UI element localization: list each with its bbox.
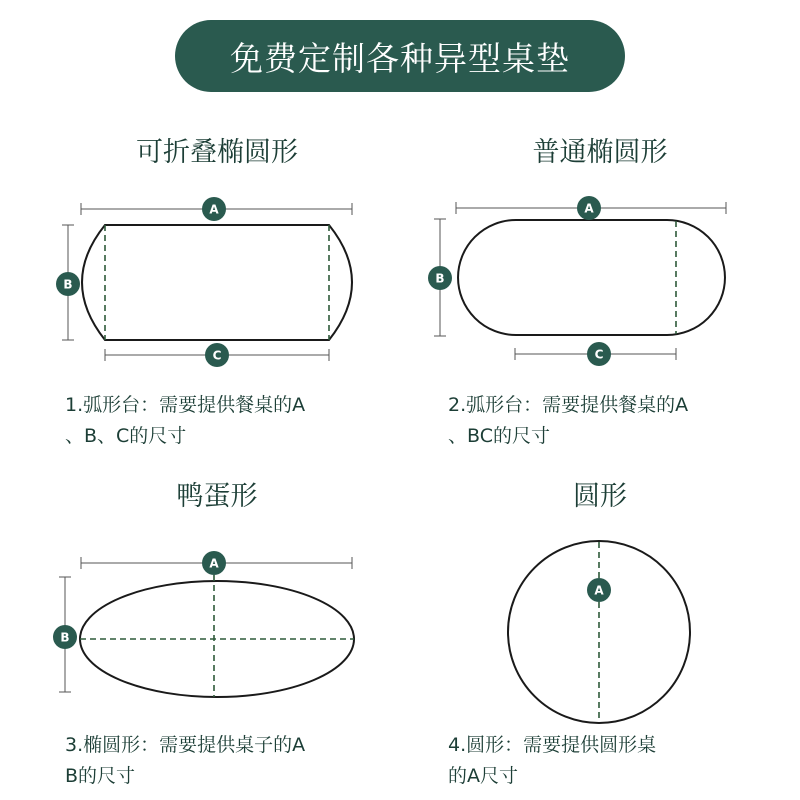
caption-line: 3.椭圆形：需要提供桌子的A xyxy=(65,734,306,756)
regular-oval-outline xyxy=(458,220,725,335)
badge-a xyxy=(202,197,226,221)
svg-text:B: B xyxy=(435,271,445,286)
svg-text:A: A xyxy=(209,202,219,217)
diagram-foldable-oval xyxy=(56,197,352,367)
svg-text:C: C xyxy=(212,348,222,363)
diagram-egg-shape xyxy=(53,551,354,697)
caption-line: 、BC的尺寸 xyxy=(448,425,550,447)
shape-title-foldable-oval: 可折叠椭圆形 xyxy=(136,137,298,168)
svg-text:A: A xyxy=(584,201,594,216)
svg-text:A: A xyxy=(594,583,604,598)
shape-title-round: 圆形 xyxy=(573,481,627,512)
caption-line: 、B、C的尺寸 xyxy=(65,425,187,447)
caption-line: 2.弧形台：需要提供餐桌的A xyxy=(448,394,689,416)
foldable-oval-outline xyxy=(82,225,352,340)
badge-c xyxy=(205,343,229,367)
badge-b xyxy=(53,625,77,649)
badge-a xyxy=(202,551,226,575)
shape-title-egg-shape: 鸭蛋形 xyxy=(176,481,258,512)
banner-title: 免费定制各种异型桌垫 xyxy=(175,20,625,92)
badge-c xyxy=(587,342,611,366)
caption-line: 的A尺寸 xyxy=(448,765,518,787)
caption-line: 4.圆形：需要提供圆形桌 xyxy=(448,734,657,756)
shape-title-regular-oval: 普通椭圆形 xyxy=(532,137,668,168)
caption-line: 1.弧形台：需要提供餐桌的A xyxy=(65,394,306,416)
caption-line: B的尺寸 xyxy=(65,765,136,787)
diagram-round xyxy=(508,541,690,723)
badge-a xyxy=(587,578,611,602)
badge-b xyxy=(56,272,80,296)
svg-text:A: A xyxy=(209,556,219,571)
svg-text:C: C xyxy=(594,347,604,362)
badge-b xyxy=(428,266,452,290)
badge-a xyxy=(577,196,601,220)
diagram-regular-oval xyxy=(428,196,726,366)
svg-text:B: B xyxy=(60,630,70,645)
svg-text:B: B xyxy=(63,277,73,292)
